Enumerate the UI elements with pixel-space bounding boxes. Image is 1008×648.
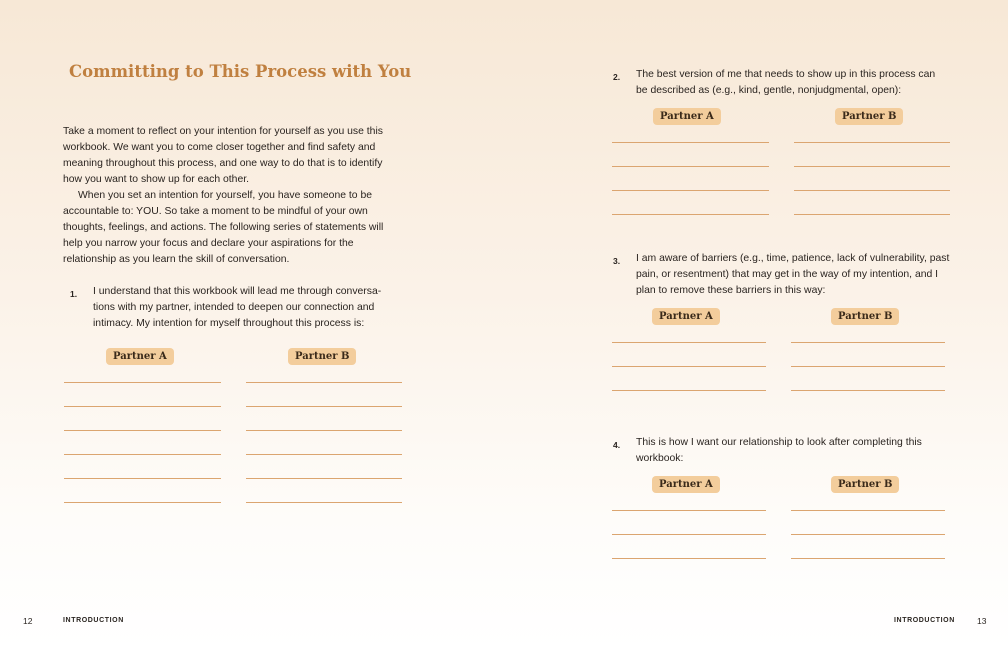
answer-line[interactable]: [791, 366, 945, 367]
answer-line[interactable]: [612, 142, 769, 143]
partner-a-label: Partner A: [653, 108, 721, 125]
question-number: 4.: [613, 440, 621, 450]
answer-line[interactable]: [612, 342, 766, 343]
answer-line[interactable]: [791, 558, 945, 559]
answer-line[interactable]: [612, 510, 766, 511]
answer-line[interactable]: [64, 454, 221, 455]
answer-line[interactable]: [794, 142, 950, 143]
answer-line[interactable]: [246, 454, 402, 455]
answer-line[interactable]: [246, 478, 402, 479]
partner-a-label: Partner A: [652, 308, 720, 325]
answer-line[interactable]: [64, 406, 221, 407]
answer-line[interactable]: [794, 214, 950, 215]
question-number: 1.: [70, 289, 78, 299]
page-number: 12: [23, 616, 33, 626]
page-number: 13: [977, 616, 987, 626]
answer-line[interactable]: [791, 510, 945, 511]
answer-line[interactable]: [612, 166, 769, 167]
answer-line[interactable]: [794, 190, 950, 191]
question-text: I am aware of barriers (e.g., time, patience, lack of vulnerability, past pain, or resentment) that may get in the way of my intention, and I plan to remove these barriers in this way:: [636, 253, 950, 296]
answer-line[interactable]: [794, 166, 950, 167]
answer-line[interactable]: [246, 406, 402, 407]
section-footer: INTRODUCTION: [63, 617, 124, 624]
page-title: Committing to This Process with You: [69, 62, 412, 81]
answer-line[interactable]: [791, 342, 945, 343]
question-text: This is how I want our relationship to look after completing this workbook:: [636, 437, 922, 464]
answer-line[interactable]: [246, 502, 402, 503]
answer-line[interactable]: [612, 390, 766, 391]
answer-line[interactable]: [612, 366, 766, 367]
answer-line[interactable]: [246, 382, 402, 383]
question-text: The best version of me that needs to show up in this process can be described as (e.g., kind, gentle, nonjudgmental, open):: [636, 69, 936, 96]
intro-text: [63, 124, 403, 268]
answer-line[interactable]: [64, 430, 221, 431]
intro-paragraph-1: Take a moment to reflect on your intention for yourself as you use this workbook. We want you to come closer together and find safety and meaning throughout this process, and one way to do that is to identify how you want to show up for each other.: [63, 126, 383, 185]
answer-line[interactable]: [791, 390, 945, 391]
answer-line[interactable]: [612, 558, 766, 559]
question-number: 2.: [613, 72, 621, 82]
right-page: [504, 0, 1008, 648]
partner-b-label: Partner B: [831, 308, 899, 325]
partner-b-label: Partner B: [288, 348, 356, 365]
answer-line[interactable]: [791, 534, 945, 535]
answer-line[interactable]: [64, 382, 221, 383]
answer-line[interactable]: [64, 502, 221, 503]
answer-line[interactable]: [64, 478, 221, 479]
partner-b-label: Partner B: [835, 108, 903, 125]
answer-line[interactable]: [246, 430, 402, 431]
partner-a-label: Partner A: [106, 348, 174, 365]
answer-line[interactable]: [612, 214, 769, 215]
answer-line[interactable]: [612, 534, 766, 535]
answer-line[interactable]: [612, 190, 769, 191]
section-footer: INTRODUCTION: [894, 617, 955, 624]
question-text: I understand that this workbook will lead me through conversa-tions with my partner, intended to deepen our connection and intimacy. My intention for myself throughout this process is:: [93, 286, 382, 329]
partner-b-label: Partner B: [831, 476, 899, 493]
intro-paragraph-2: When you set an intention for yourself, you have someone to be accountable to: YOU. So take a moment to be mindful of your own thoughts, feelings, and actions. The following series of statements will help you narrow your focus and declare your aspirations for the relationship as you learn the skill of conversation.: [63, 190, 384, 265]
question-number: 3.: [613, 256, 621, 266]
partner-a-label: Partner A: [652, 476, 720, 493]
